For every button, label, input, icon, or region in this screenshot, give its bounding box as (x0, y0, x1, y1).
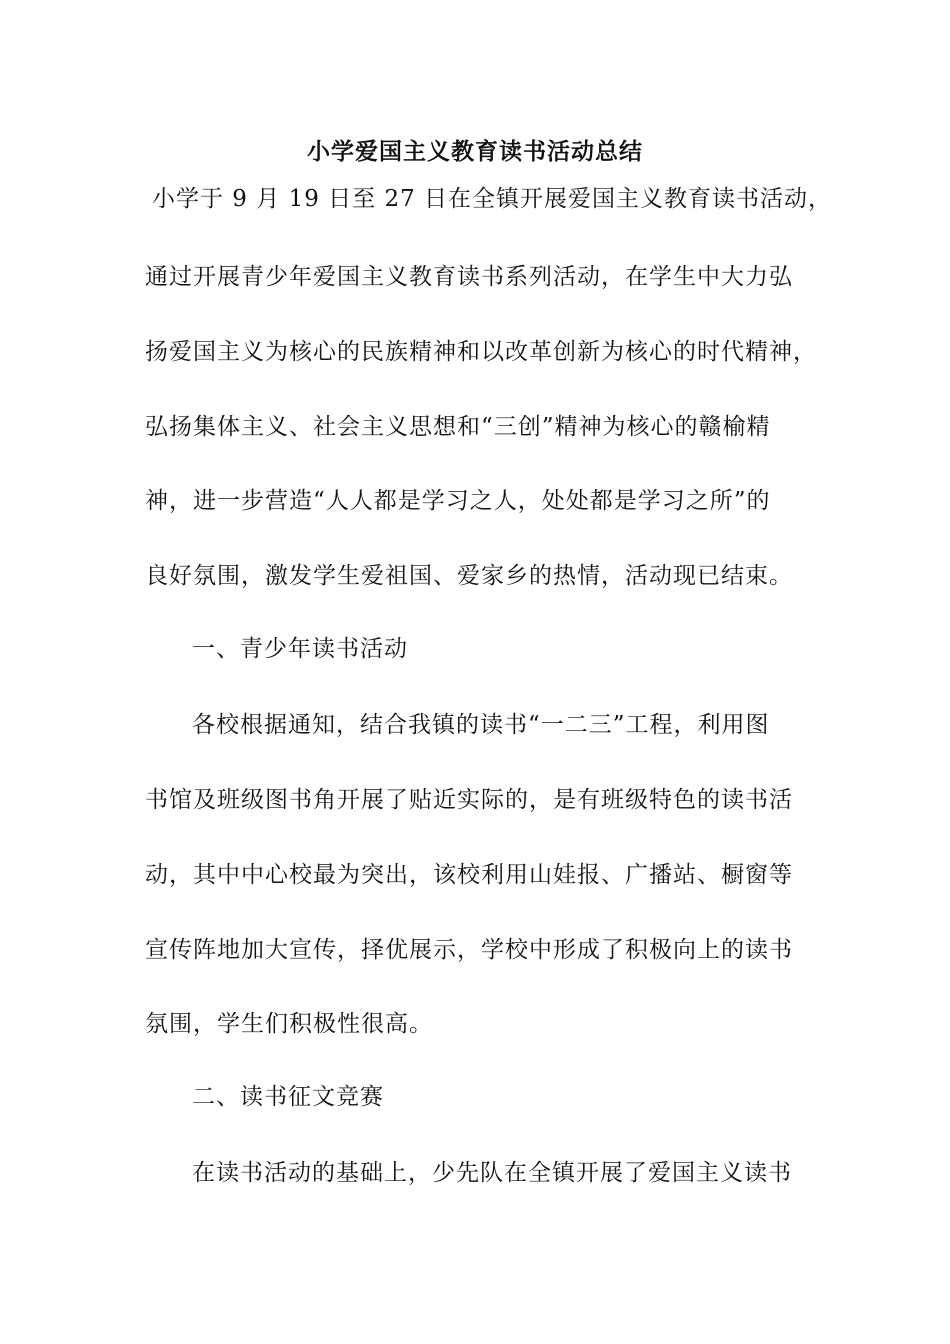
paragraph-line: 通过开展青少年爱国主义教育读书系列活动，在学生中大力弘 (145, 264, 793, 290)
paragraph-line: 在读书活动的基础上，少先队在全镇开展了爱国主义读书 (192, 1160, 792, 1186)
paragraph-line: 宣传阵地加大宣传，择优展示，学校中形成了积极向上的读书 (145, 937, 793, 963)
paragraph-line: 各校根据通知，结合我镇的读书“一二三”工程，利用图 (192, 712, 770, 738)
paragraph-line: 动，其中中心校最为突出，该校利用山娃报、广播站、橱窗等 (145, 862, 793, 888)
section-heading: 一、青少年读书活动 (192, 636, 408, 662)
paragraph-line: 扬爱国主义为核心的民族精神和以改革创新为核心的时代精神， (145, 339, 817, 365)
paragraph-line: 小学于 9 月 19 日至 27 日在全镇开展爱国主义教育读书活动， (152, 186, 833, 212)
paragraph-line: 氛围，学生们积极性很高。 (145, 1011, 433, 1037)
paragraph-line: 良好氛围，激发学生爱祖国、爱家乡的热情，活动现已结束。 (145, 563, 793, 589)
document-title: 小学爱国主义教育读书活动总结 (307, 138, 643, 165)
paragraph-line: 弘扬集体主义、社会主义思想和“三创”精神为核心的赣榆精 (145, 414, 771, 440)
paragraph-line: 书馆及班级图书角开展了贴近实际的，是有班级特色的读书活 (145, 787, 793, 813)
section-heading: 二、读书征文竞赛 (192, 1084, 384, 1110)
paragraph-line: 神，进一步营造“人人都是学习之人，处处都是学习之所”的 (145, 488, 771, 514)
